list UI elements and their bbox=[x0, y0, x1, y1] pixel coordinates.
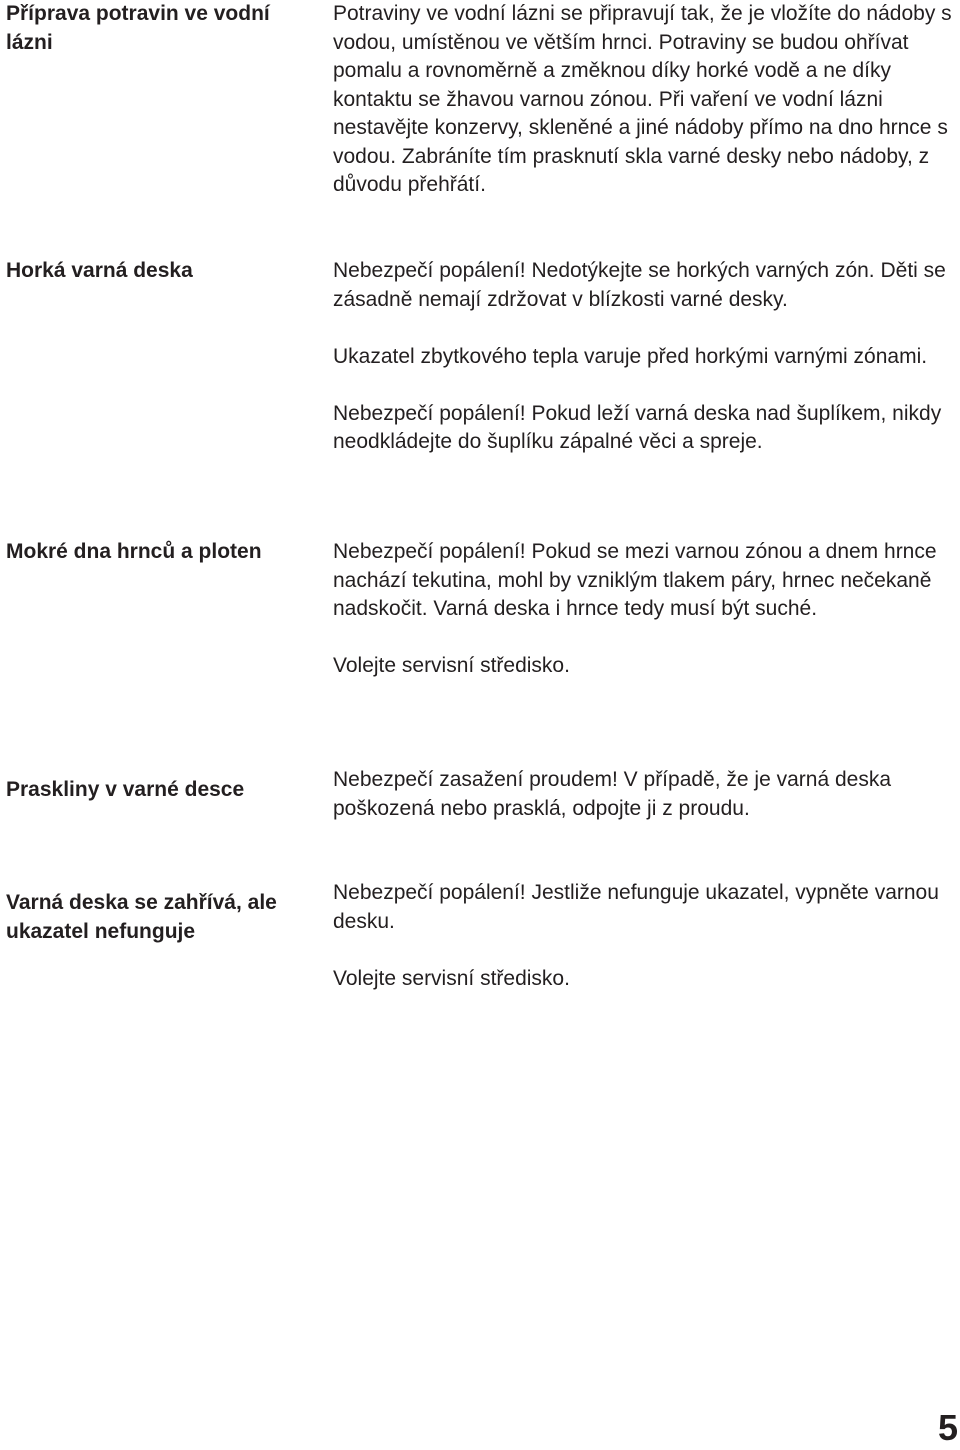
paragraph: Nebezpečí popálení! Pokud leží varná deska nad šuplíkem, nikdy neodkládejte do šuplíku zápalné věci a spreje. bbox=[333, 401, 942, 453]
section-term: Mokré dna hrnců a ploten bbox=[6, 540, 262, 563]
section-description bbox=[333, 0, 959, 200]
paragraph: Nebezpečí popálení! Jestliže nefunguje ukazatel, vypněte varnou desku. bbox=[333, 881, 939, 933]
section-description bbox=[333, 257, 959, 457]
page-number: 5 bbox=[937, 1407, 958, 1448]
section-description bbox=[333, 538, 959, 681]
section-term: Příprava potravin ve vodní lázni bbox=[6, 2, 270, 54]
paragraph: Ukazatel zbytkového tepla varuje před horkými varnými zónami. bbox=[333, 344, 928, 368]
paragraph: Nebezpečí popálení! Nedotýkejte se horkých varných zón. Děti se zásadně nemají zdržovat v blízkosti varné desky. bbox=[333, 259, 946, 311]
paragraph: Potraviny ve vodní lázni se připravují tak, že je vložíte do nádoby s vodou, umístěnou ve větším hrnci. Potraviny se budou ohřívat pomalu a rovnoměrně a změknou díky horké vodě a ne díky kontaktu se žhavou varnou zónou. Při vaření ve vodní lázni nestavějte konzervy, skleněné a jiné nádoby přímo na dno hrnce s vodou. Zabráníte tím prasknutí skla varné desky nebo nádoby, z důvodu přehřátí. bbox=[333, 2, 952, 196]
paragraph: Nebezpečí popálení! Pokud se mezi varnou zónou a dnem hrnce nachází tekutina, mohl by vzniklým tlakem páry, hrnec nečekaně nadskočit. Varná deska i hrnce tedy musí být suché. bbox=[333, 540, 937, 620]
paragraph: Volejte servisní středisko. bbox=[333, 966, 570, 990]
section-description bbox=[333, 879, 959, 993]
paragraph: Nebezpečí zasažení proudem! V případě, že je varná deska poškozená nebo prasklá, odpojte ji z proudu. bbox=[333, 768, 891, 820]
section-term: Horká varná deska bbox=[6, 259, 193, 282]
paragraph: Volejte servisní středisko. bbox=[333, 654, 570, 677]
section-term: Varná deska se zahřívá, ale ukazatel nefunguje bbox=[6, 891, 277, 943]
section-term: Praskliny v varné desce bbox=[6, 778, 245, 801]
section-description bbox=[333, 766, 959, 823]
